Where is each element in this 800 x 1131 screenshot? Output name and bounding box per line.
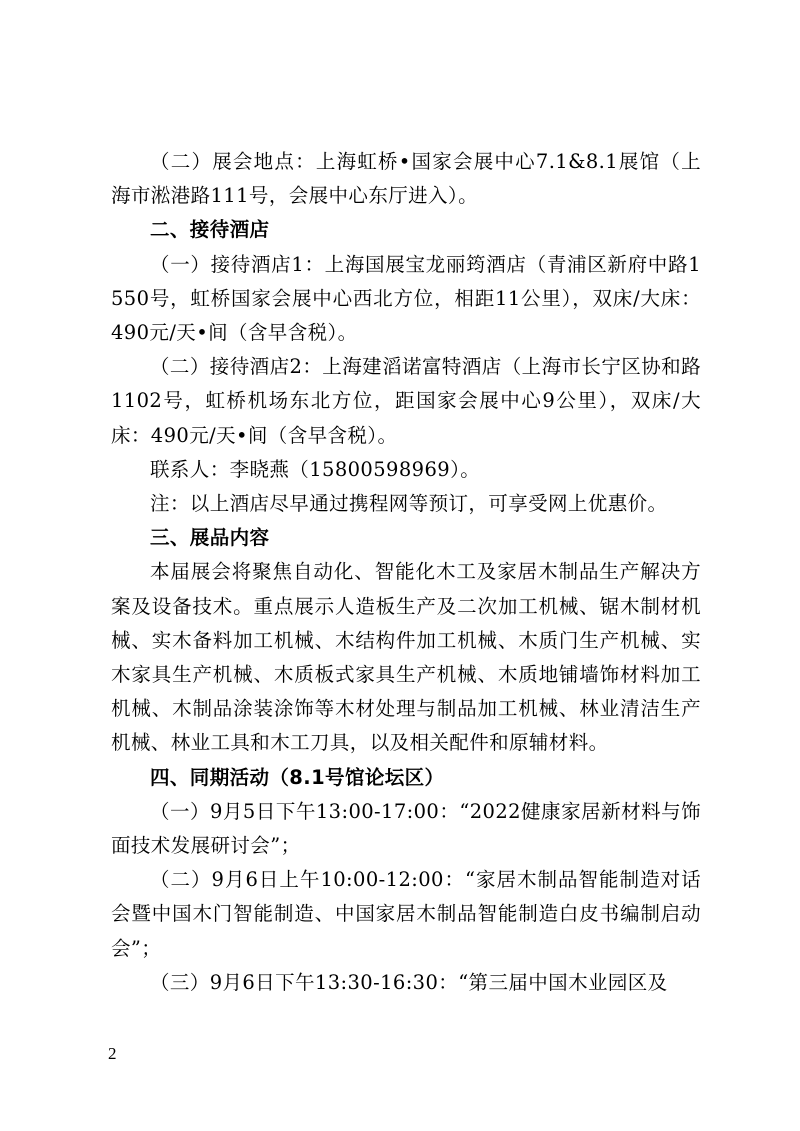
paragraph-event-1: （一）9月5日下午13:00-17:00：“2022健康家居新材料与饰面技术发展研讨会”； bbox=[111, 799, 701, 858]
paragraph-contact-person: 联系人：李晓燕（15800598969）。 bbox=[150, 457, 481, 481]
paragraph-hotel-1: （一）接待酒店1：上海国展宝龙丽筠酒店（青浦区新府中路1550号，虹桥国家会展中心西北方位，相距11公里），双床/大床：490元/天•间（含早含税）。 bbox=[111, 252, 701, 345]
paragraph-booking-note: 注：以上酒店尽早通过携程网等预订，可享受网上优惠价。 bbox=[150, 492, 668, 516]
paragraph-exhibit-description: 本届展会将聚焦自动化、智能化木工及家居木制品生产解决方案及设备技术。重点展示人造板生产及二次加工机械、锯木制材机械、实木备料加工机械、木结构件加工机械、木质门生产机械、实木家具生产机械、木质板式家具生产机械、木质地铺墙饰材料加工机械、木制品涂装涂饰等木材处理与制品加工机械、林业清洁生产机械、林业工具和木工刀具，以及相关配件和原辅材料。 bbox=[111, 560, 701, 755]
paragraph-hotel-2: （二）接待酒店2：上海建滔诺富特酒店（上海市长宁区协和路1102号，虹桥机场东北方位，距国家会展中心9公里），双床/大床：490元/天•间（含早含税）。 bbox=[111, 355, 701, 447]
paragraph-event-3: （三）9月6日下午13:30-16:30：“第三届中国木业园区及 bbox=[150, 970, 668, 994]
paragraph-venue-location: （二）展会地点：上海虹桥•国家会展中心7.1&8.1展馆（上海市淞港路111号，会展中心东厅进入）。 bbox=[111, 150, 701, 208]
paragraph-event-2: （二）9月6日上午10:00-12:00：“家居木制品智能制造对话会暨中国木门智能制造、中国家居木制品智能制造白皮书编制启动会”； bbox=[111, 868, 701, 960]
heading-concurrent-events: 四、同期活动（8.1号馆论坛区） bbox=[150, 765, 445, 789]
heading-reception-hotels: 二、接待酒店 bbox=[150, 218, 270, 242]
document-body bbox=[111, 145, 701, 1000]
heading-exhibit-content: 三、展品内容 bbox=[150, 526, 270, 550]
page-number: 2 bbox=[108, 1044, 117, 1063]
